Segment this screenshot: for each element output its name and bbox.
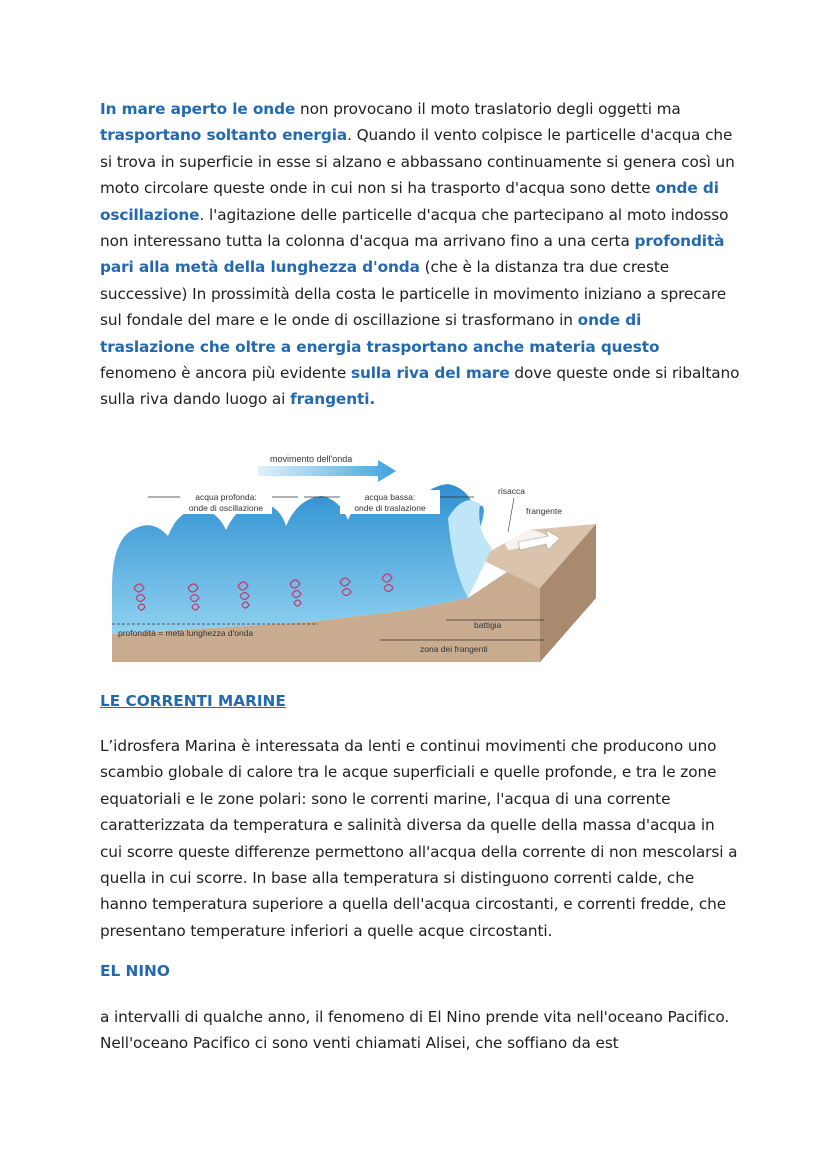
label-shallow-1: acqua bassa: [364,492,416,502]
label-movement: movimento dell'onda [270,454,353,464]
heading-elnino: EL NINO [100,962,170,980]
label-profondita: profondità = metà lunghezza d'onda [118,628,254,638]
text-span: dove queste onde si ribaltano sulla riva dando luogo ai [100,364,740,409]
highlight-energy: trasportano soltanto energia [100,126,348,145]
intro-paragraph [100,96,740,413]
label-frangente: frangente [526,506,562,516]
text-span: . Quando il vento colpisce le particelle d'acqua che si trova in superficie in esse si alzano e abbassano continuamente si genera così un moto circolare queste onde in cui non si ha trasporto d'acqua sono dette [100,126,735,198]
label-risacca: risacca [498,486,525,496]
text-span: . l'agitazione delle particelle d'acqua che partecipano al moto indosso non interessano tutta la colonna d'acqua ma arrivano fino a una certa [100,205,729,251]
elnino-paragraph: a intervalli di qualche anno, il fenomeno di El Nino prende vita nell'oceano Pacifico. Nell'oceano Pacifico ci sono venti chiamati Alisei, che soffiano da est [100,1008,730,1053]
wave-diagram [108,438,600,666]
label-deep-2: onde di oscillazione [188,503,264,513]
highlight-translation-waves: onde di traslazione che oltre a energia trasportano anche materia questo [100,311,660,356]
risacca-pointer [508,498,514,532]
wave-diagram-svg [108,438,600,666]
highlight-shore: sulla riva del mare [350,364,510,383]
text-span: non provocano il moto traslatorio degli oggetti ma [295,100,681,118]
correnti-paragraph: L’idrosfera Marina è interessata da lenti e continui movimenti che producono uno scambio globale di calore tra le acque superficiali e quelle profonde, e tra le zone equatoriali e le zone polari: sono le correnti marine, l'acqua di una corrente caratterizzata da temperatura e salinità diversa da quelle della massa d'acqua in cui scorre queste differenze permettono all'acqua della corrente di non mescolarsi a quella in cui scorre. In base alla temperatura si distinguono correnti calde, che hanno temperatura superiore a quella dell'acqua circostanti, e correnti fredde, che presentano temperature inferiori a quelle acque circostanti. [100,737,738,940]
text-span: fenomeno è ancora più evidente [100,364,351,383]
highlight-breakers: frangenti. [290,390,376,409]
text-span: (che è la distanza tra due creste successive) In prossimità della costa le particelle in movimento iniziano a sprecare sul fondale del mare e le onde di oscillazione si trasformano in [100,258,727,330]
highlight-open-sea: In mare aperto le onde [100,100,296,118]
label-zona: zona dei frangenti [420,644,488,654]
label-shallow-2: onde di traslazione [354,503,426,513]
highlight-oscillation-waves: onde di oscillazione [100,179,719,224]
highlight-depth: profondità pari alla metà della lunghezza d'onda [100,232,725,277]
label-battigia: battigia [474,620,502,630]
heading-correnti: LE CORRENTI MARINE [100,692,286,710]
label-deep-1: acqua profonda: [195,492,257,502]
intro-section [100,96,740,413]
